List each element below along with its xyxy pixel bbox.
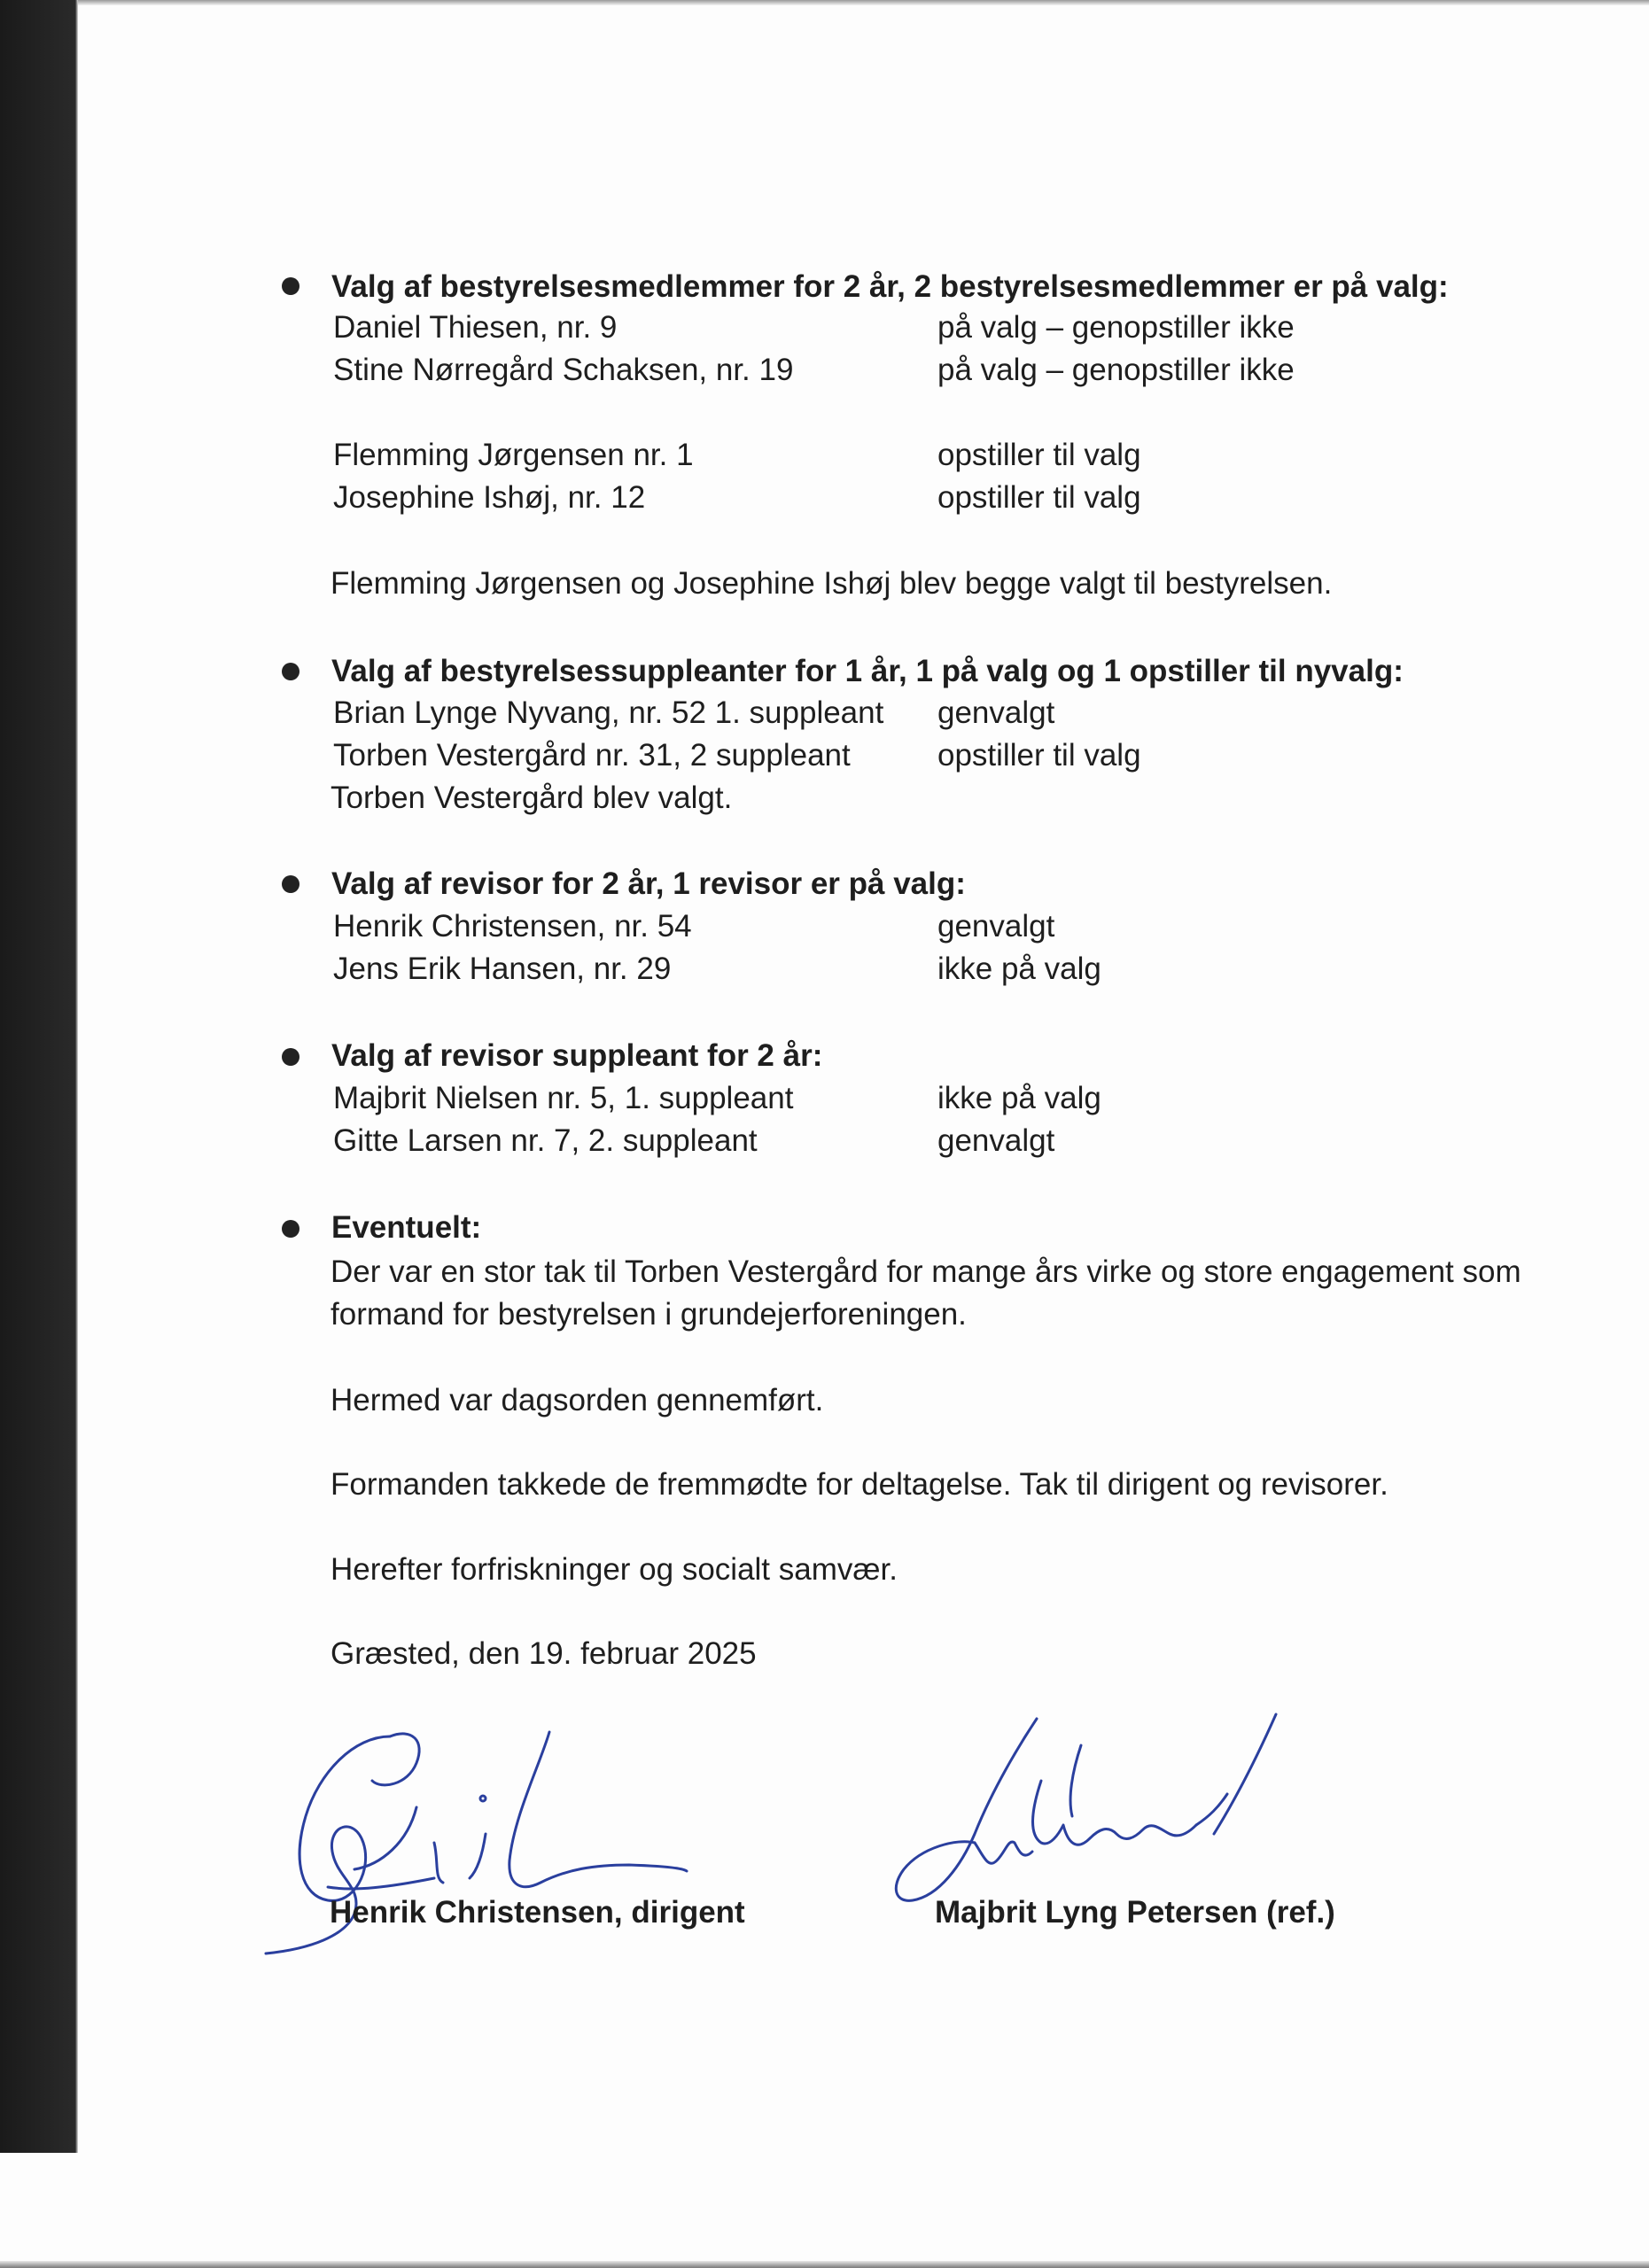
- paragraph-line: Der var en stor tak til Torben Vestergård for mange års virke og store engagement som: [331, 1254, 1521, 1289]
- list-item: [0, 434, 1649, 477]
- signature-name-left: Henrik Christensen, dirigent: [330, 1895, 745, 1930]
- bullet: [282, 663, 299, 680]
- candidate-status: genvalgt: [937, 695, 1055, 730]
- paragraph-line: formand for bestyrelsen i grundejerforeningen.: [331, 1297, 967, 1332]
- candidate-name: Flemming Jørgensen nr. 1: [333, 438, 694, 472]
- candidate-status: ikke på valg: [937, 951, 1101, 986]
- section-note: Torben Vestergård blev valgt.: [331, 781, 733, 815]
- bullet: [282, 875, 299, 893]
- candidate-name: Stine Nørregård Schaksen, nr. 19: [333, 353, 794, 387]
- signature-name-right: Majbrit Lyng Petersen (ref.): [935, 1895, 1335, 1930]
- candidate-name: Torben Vestergård nr. 31, 2 suppleant: [333, 738, 851, 773]
- candidate-status: opstiller til valg: [937, 738, 1141, 773]
- candidate-name: Daniel Thiesen, nr. 9: [333, 310, 618, 345]
- closing-refreshments: Herefter forfriskninger og socialt samvær.: [331, 1552, 898, 1587]
- candidate-status: på valg – genopstiller ikke: [937, 353, 1295, 387]
- section-heading: Valg af revisor for 2 år, 1 revisor er på valg:: [331, 866, 966, 901]
- candidate-name: Brian Lynge Nyvang, nr. 52 1. suppleant: [333, 695, 884, 730]
- section-heading: Valg af bestyrelsesmedlemmer for 2 år, 2 bestyrelsesmedlemmer er på valg:: [331, 269, 1449, 304]
- candidate-status: genvalgt: [937, 909, 1055, 944]
- list-item: [0, 905, 1649, 948]
- place-and-date: Græsted, den 19. februar 2025: [331, 1636, 757, 1671]
- candidate-status: opstiller til valg: [937, 480, 1141, 515]
- candidate-status: på valg – genopstiller ikke: [937, 310, 1295, 345]
- list-item: [0, 1120, 1649, 1162]
- section-note: Flemming Jørgensen og Josephine Ishøj blev begge valgt til bestyrelsen.: [331, 566, 1333, 601]
- section-heading: Valg af bestyrelsessuppleanter for 1 år, 1 på valg og 1 opstiller til nyvalg:: [331, 654, 1404, 688]
- candidate-status: ikke på valg: [937, 1081, 1101, 1115]
- closing-agenda-completed: Hermed var dagsorden gennemført.: [331, 1383, 824, 1418]
- list-item: [0, 307, 1649, 349]
- bullet: [282, 1048, 299, 1066]
- candidate-name: Gitte Larsen nr. 7, 2. suppleant: [333, 1123, 758, 1158]
- candidate-name: Josephine Ishøj, nr. 12: [333, 480, 646, 515]
- bullet: [282, 1220, 299, 1238]
- list-item: [0, 349, 1649, 392]
- candidate-name: Henrik Christensen, nr. 54: [333, 909, 692, 944]
- list-item: [0, 477, 1649, 519]
- list-item: [0, 1077, 1649, 1120]
- candidate-name: Jens Erik Hansen, nr. 29: [333, 951, 672, 986]
- section-heading: Valg af revisor suppleant for 2 år:: [331, 1038, 823, 1073]
- section-heading: Eventuelt:: [331, 1210, 482, 1245]
- list-item: [0, 948, 1649, 990]
- list-item: [0, 692, 1649, 734]
- closing-thanks: Formanden takkede de fremmødte for deltagelse. Tak til dirigent og revisorer.: [331, 1467, 1388, 1502]
- list-item: [0, 734, 1649, 777]
- candidate-status: opstiller til valg: [937, 438, 1141, 472]
- candidate-status: genvalgt: [937, 1123, 1055, 1158]
- signature-right: [886, 1710, 1285, 1922]
- candidate-name: Majbrit Nielsen nr. 5, 1. suppleant: [333, 1081, 794, 1115]
- bullet: [282, 277, 299, 295]
